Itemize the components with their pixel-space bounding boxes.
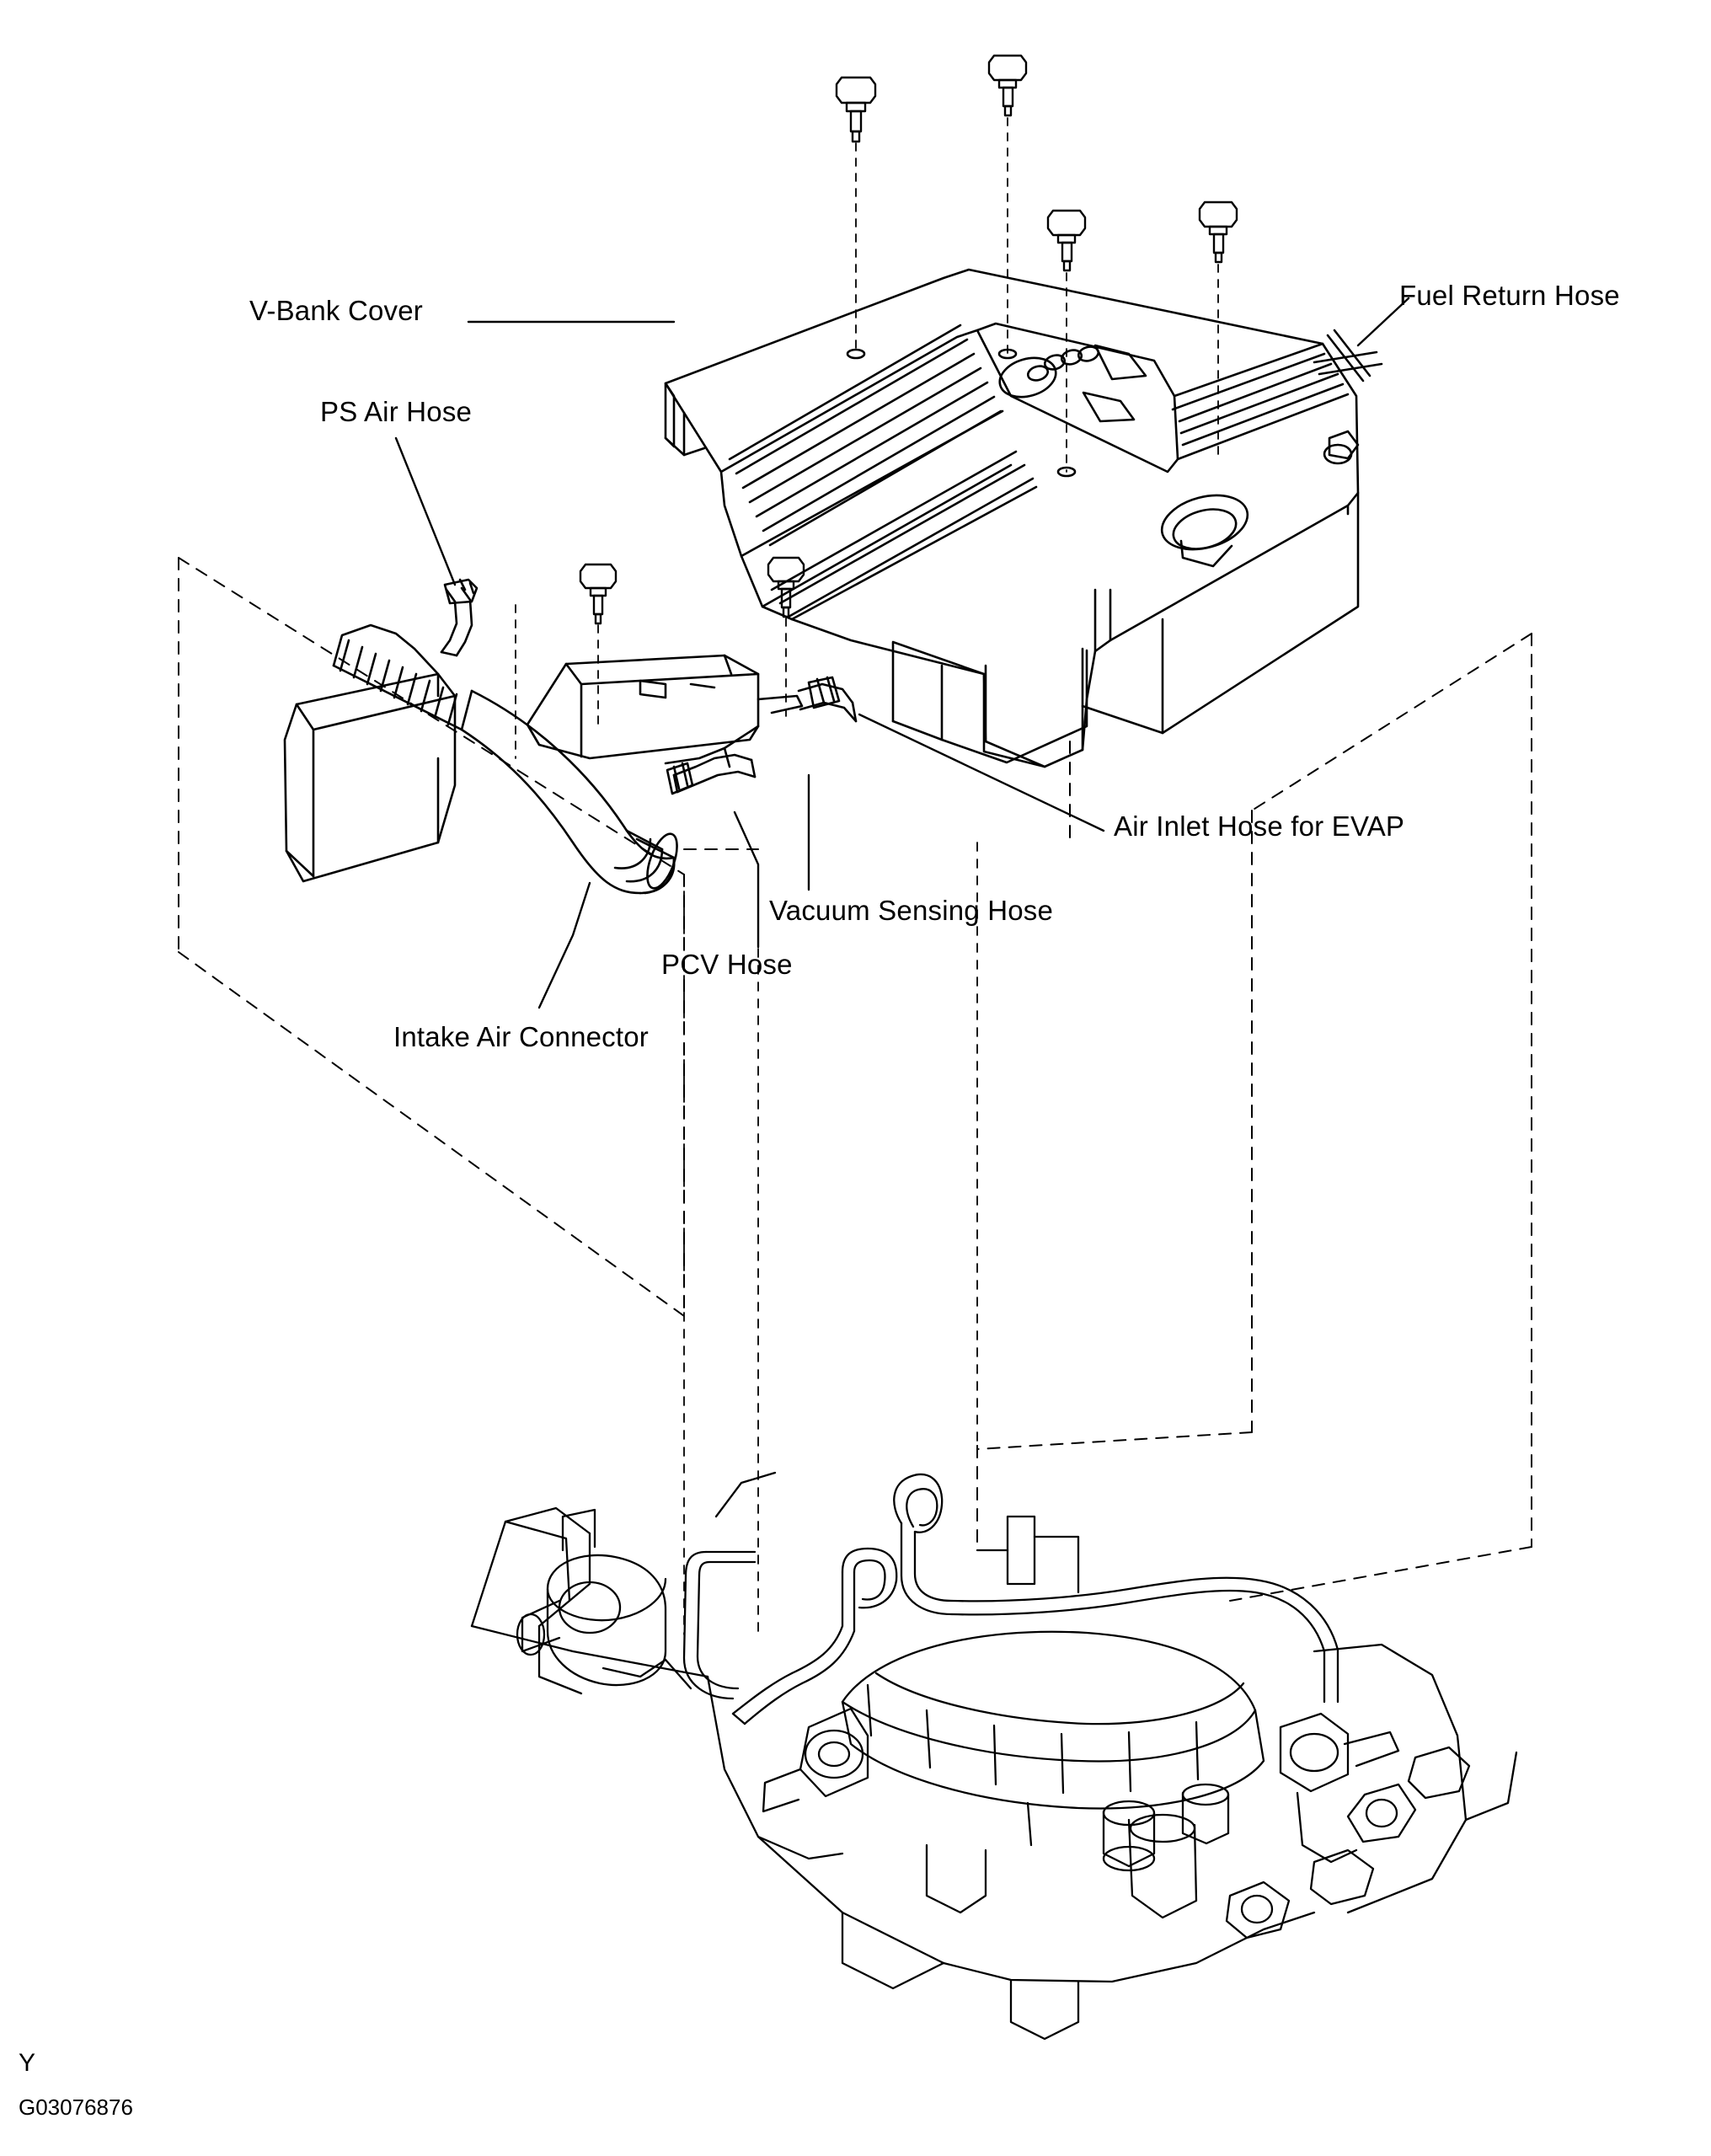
callout-label-ps-air-hose: PS Air Hose: [320, 396, 473, 427]
air-cleaner-assembly-part: [285, 625, 802, 893]
ps-air-hose-part: [441, 580, 477, 655]
engine-assembly-illustration: [472, 1473, 1516, 2039]
v-bank-cover-part: [666, 270, 1358, 767]
bolt-icon: [1200, 202, 1237, 262]
fuel-return-hose-part: [1314, 330, 1382, 381]
callout-label-v-bank-cover: V-Bank Cover: [249, 295, 423, 326]
bolt-icon: [837, 78, 875, 142]
bolt-icon: [1048, 211, 1085, 270]
bolt-icon: [989, 56, 1026, 115]
callout-label-pcv-hose: PCV Hose: [661, 949, 793, 980]
callout-label-vacuum-sensing-hose: Vacuum Sensing Hose: [769, 895, 1054, 926]
air-inlet-hose-evap-part: [799, 677, 856, 721]
bolt-icon: [580, 564, 616, 623]
callout-label-intake-air-connector: Intake Air Connector: [393, 1021, 649, 1052]
callout-label-air-inlet-hose-evap: Air Inlet Hose for EVAP: [1114, 811, 1405, 842]
view-letter: Y: [19, 2049, 36, 2077]
figure-code: G03076876: [19, 2094, 133, 2120]
callout-label-fuel-return-hose: Fuel Return Hose: [1399, 280, 1620, 311]
